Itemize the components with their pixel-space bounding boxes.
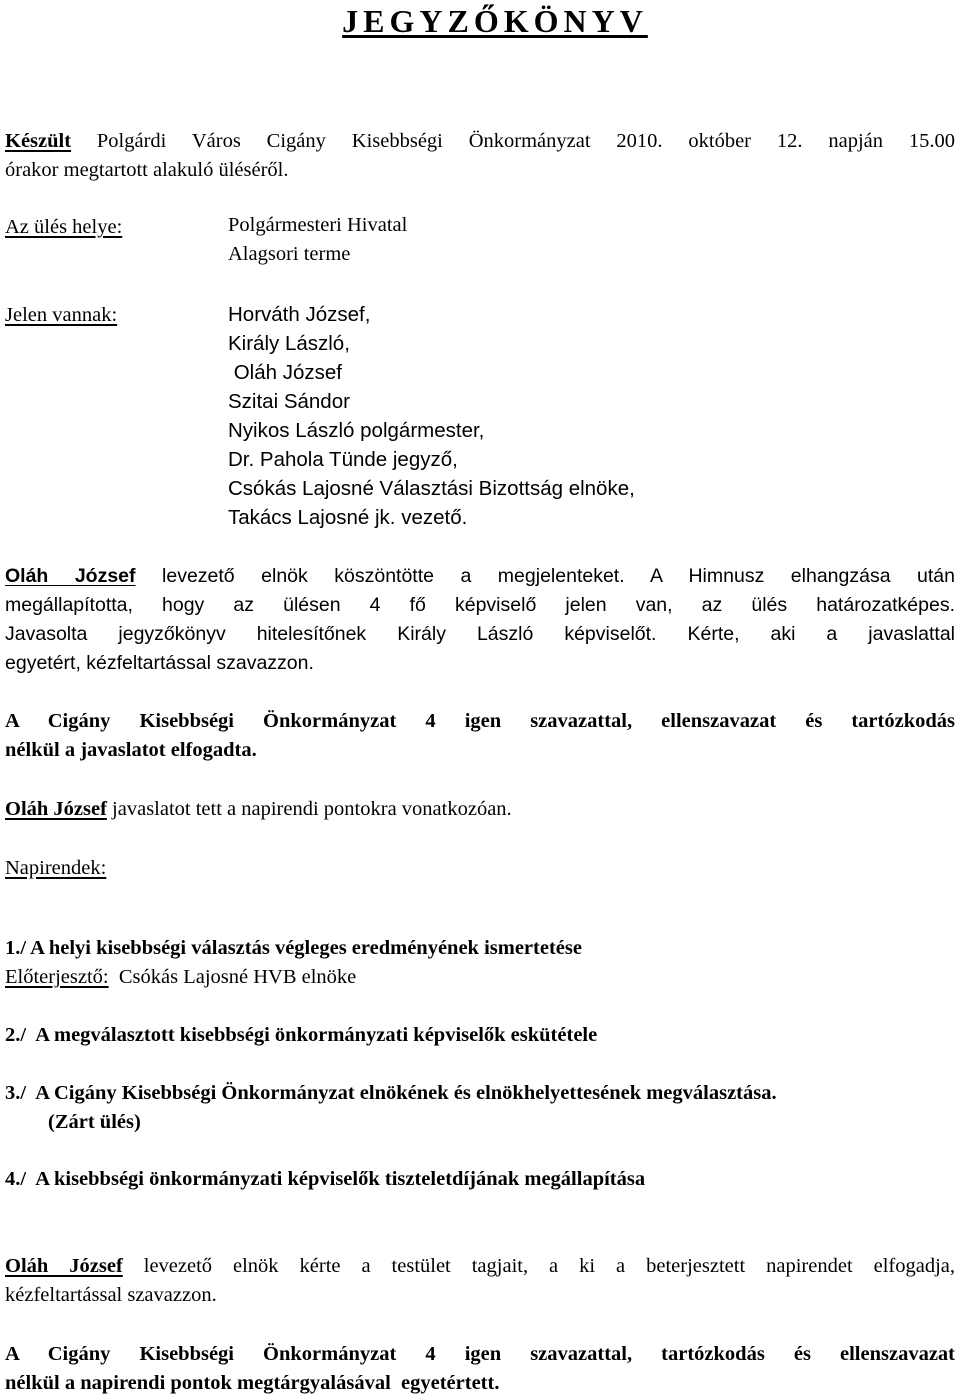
agenda-heading: Napirendek:: [5, 857, 107, 879]
location-line-2: Alagsori terme: [228, 243, 351, 265]
attendee-name: Nyikos László polgármester,: [228, 419, 485, 442]
location-line-1: Polgármesteri Hivatal: [228, 214, 408, 236]
attendee-name: Csókás Lajosné Választási Bizottság elnöke,: [228, 477, 635, 500]
agenda-item-2: 2./ A megválasztott kisebbségi önkormányzati képviselők eskütétele: [5, 1024, 598, 1046]
decision-2: [5, 1340, 955, 1398]
presenter-label: Előterjesztő:: [5, 966, 109, 988]
decision-2-line-1: A Cigány Kisebbségi Önkormányzat 4 igen szavazattal, tartózkodás és ellenszavazat: [5, 1343, 955, 1365]
opening-paragraph: [5, 562, 955, 678]
intro-line2: órakor megtartott alakuló üléséről.: [5, 159, 289, 181]
vote-request-line-1: levezető elnök kérte a testület tagjait, a ki a beterjesztett napirendet elfogadja,: [122, 1255, 956, 1277]
decision-1: [5, 707, 955, 765]
attendees-list: [228, 300, 635, 532]
agenda-vote-paragraph: [5, 1252, 955, 1310]
proposal-line: [5, 796, 512, 822]
attendee-name: Oláh József: [228, 361, 342, 384]
attendee-name: Király László,: [228, 332, 350, 355]
decision-1-line-2: nélkül a javaslatot elfogadta.: [5, 739, 257, 761]
agenda-item-4: 4./ A kisebbségi önkormányzati képviselők tiszteletdíjának megállapítása: [5, 1168, 646, 1190]
agenda-item-1: 1./ A helyi kisebbségi választás végleges eredményének ismertetése: [5, 937, 582, 959]
opening-line-1: levezető elnök köszöntötte a megjelenteket. A Himnusz elhangzása után: [135, 565, 956, 587]
opening-line-3: Javasolta jegyzőkönyv hitelesítőnek Király László képviselőt. Kérte, aki a javaslattal: [5, 623, 955, 645]
intro-paragraph: [5, 127, 955, 185]
document-title: JEGYZŐKÖNYV: [342, 3, 648, 39]
attendees-label: Jelen vannak:: [5, 304, 118, 326]
intro-lead: Készült: [5, 130, 72, 152]
presenter-name: Csókás Lajosné HVB elnöke: [108, 966, 357, 988]
opening-line-4: egyetért, kézfeltartással szavazzon.: [5, 652, 314, 674]
agenda-presenter: [5, 964, 356, 990]
intro-line1: Polgárdi Város Cigány Kisebbségi Önkormányzat 2010. október 12. napján 15.00: [71, 130, 955, 152]
attendee-name: Dr. Pahola Tünde jegyző,: [228, 448, 458, 471]
opening-line-2: megállapította, hogy az ülésen 4 fő képviselő jelen van, az ülés határozatképes.: [5, 594, 955, 616]
location-lines: [228, 211, 407, 269]
vote-request-line-2: kézfeltartással szavazzon.: [5, 1284, 217, 1306]
proposal-text: javaslatot tett a napirendi pontokra vonatkozóan.: [106, 798, 512, 820]
attendee-name: Horváth József,: [228, 303, 371, 326]
proposer-name: Oláh József: [5, 798, 107, 820]
agenda-item-3-cont: (Zárt ülés): [48, 1111, 141, 1133]
location-label: Az ülés helye:: [5, 216, 123, 238]
chair-name: Oláh József: [5, 565, 136, 587]
agenda-item-3: 3./ A Cigány Kisebbségi Önkormányzat elnökének és elnökhelyettesének megválasztása.: [5, 1082, 777, 1104]
chair-name-2: Oláh József: [5, 1255, 123, 1277]
attendee-name: Szitai Sándor: [228, 390, 350, 413]
attendee-name: Takács Lajosné jk. vezető.: [228, 506, 468, 529]
decision-2-line-2: nélkül a napirendi pontok megtárgyalásával egyetértett.: [5, 1372, 500, 1394]
decision-1-line-1: A Cigány Kisebbségi Önkormányzat 4 igen szavazattal, ellenszavazat és tartózkodás: [5, 710, 955, 732]
